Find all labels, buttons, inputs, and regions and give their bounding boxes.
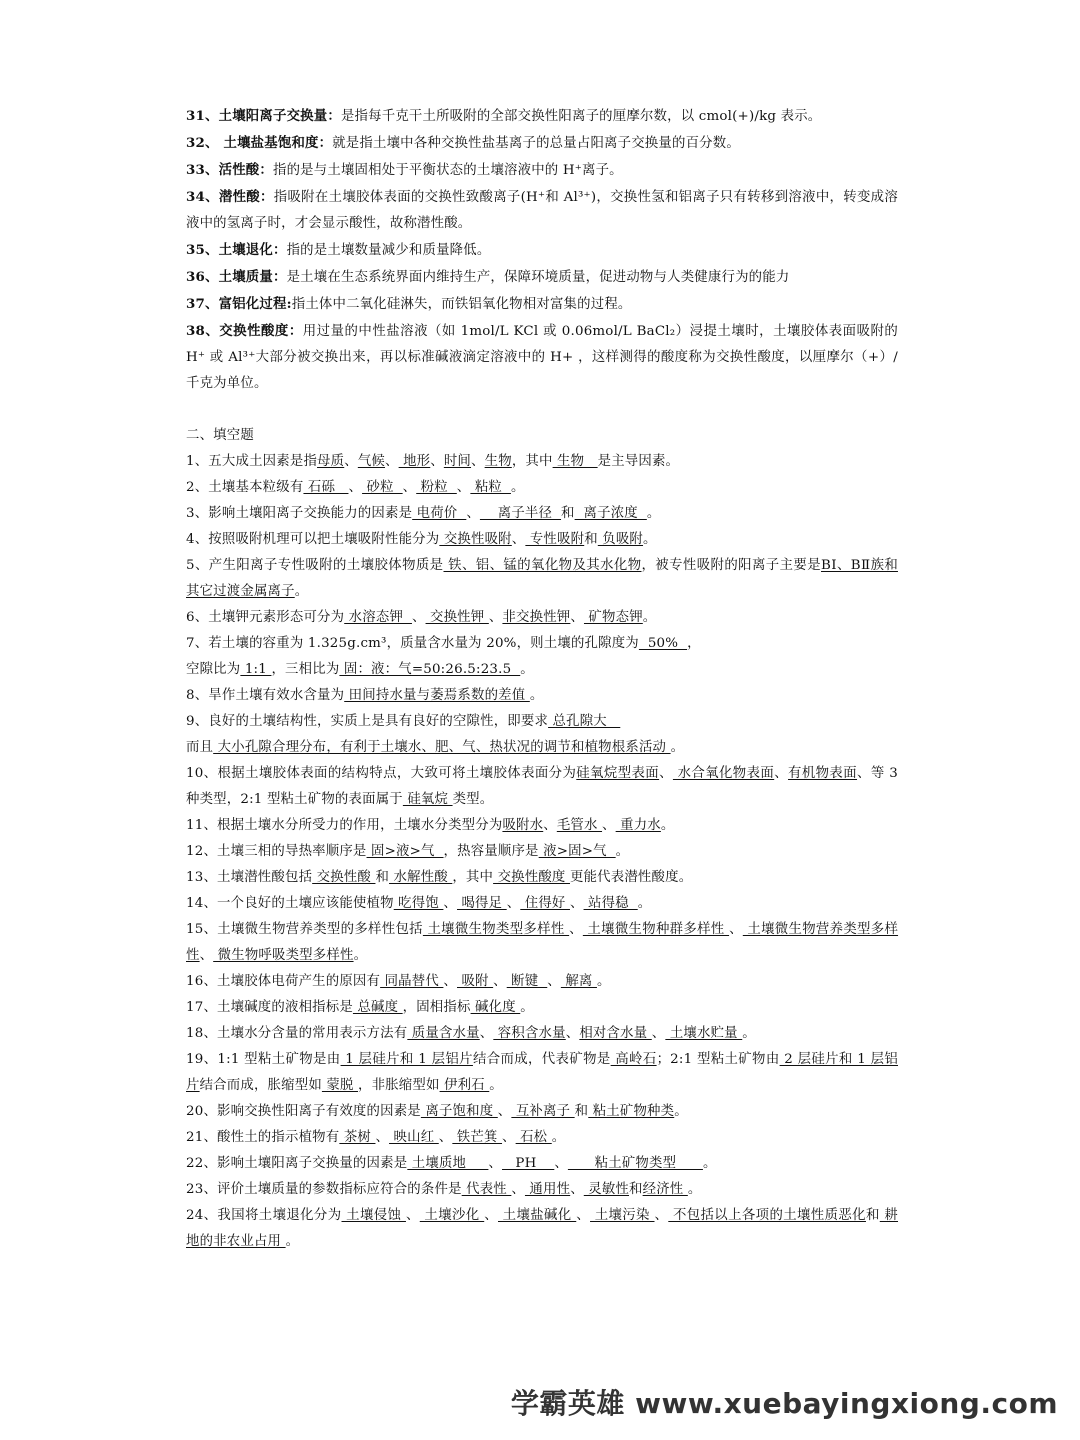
question-text: 。 xyxy=(742,1026,756,1041)
question-text: 、 xyxy=(466,506,480,521)
answer-blank: 高岭石 xyxy=(610,1052,657,1067)
definition-term: 37、富铝化过程: xyxy=(186,296,292,312)
answer-blank: BⅠ、BⅡ族和其它过渡金属离子 xyxy=(186,558,898,599)
answer-blank: 站得稳 xyxy=(583,896,638,911)
answer-blank: 相对含水量 xyxy=(579,1026,652,1041)
definition-term: 36、土壤质量： xyxy=(186,269,287,285)
watermark-text: 学霸英雄 www.xuebayingxiong.com xyxy=(510,1387,1058,1420)
answer-blank: 铁芒箕 xyxy=(452,1130,503,1145)
answer-blank: 石砾 xyxy=(303,480,349,495)
question-text: 更能代表潜性酸度。 xyxy=(569,870,693,885)
page-content xyxy=(186,103,903,1255)
fill-blank-item xyxy=(186,761,903,813)
answer-blank: 微生物呼吸类型多样性 xyxy=(213,948,354,963)
question-text: 。 xyxy=(520,1000,534,1015)
question-text: 11、根据土壤水分所受力的作用，土壤水分类型分为 xyxy=(186,818,503,833)
answer-blank: 经济性 xyxy=(642,1182,688,1197)
question-text: 13、土壤潜性酸包括 xyxy=(186,870,313,885)
question-text: 8、旱作土壤有效水含量为 xyxy=(186,688,345,703)
definition-item xyxy=(186,130,898,157)
question-text: ；2:1 型粘土矿物由 xyxy=(656,1052,780,1067)
question-text: ，非胀缩型如 xyxy=(358,1078,440,1093)
question-text: 、 xyxy=(570,610,584,625)
question-text: 空隙比为 xyxy=(186,662,241,677)
answer-blank: 住得好 xyxy=(520,896,570,911)
definition-text: 就是指土壤中各种交换性盐基离子的总量占阳离子交换量的百分数。 xyxy=(332,136,740,151)
fill-blank-item xyxy=(186,527,898,553)
definition-term: 38、交换性酸度： xyxy=(186,323,303,339)
question-text: 、 xyxy=(484,1208,498,1223)
definition-term: 31、土壤阳离子交换量： xyxy=(186,108,341,124)
question-text: 。 xyxy=(643,532,657,547)
answer-blank: 硅氧烷型表面 xyxy=(576,766,660,781)
answer-blank: 大小孔隙合理分布，有利于土壤水、肥、气、热状况的调节和植物根系活动 xyxy=(213,740,671,755)
question-text: 。 xyxy=(529,688,544,703)
answer-blank: 田间持水量与萎焉系数的差值 xyxy=(344,688,530,703)
answer-blank: PH xyxy=(502,1156,555,1171)
answer-blank: 交换性钾 xyxy=(425,610,489,625)
answer-blank: 碱化度 xyxy=(470,1000,521,1015)
question-text: 23、评价土壤质量的参数指标应符合的条件是 xyxy=(186,1182,462,1197)
answer-blank: 有机物表面 xyxy=(788,766,858,781)
answer-blank: 1 层硅片和 1 层铝片 xyxy=(340,1052,473,1067)
question-text: 21、酸性土的指示植物有 xyxy=(186,1130,340,1145)
question-text: ， xyxy=(687,636,701,651)
question-text: ，其中 xyxy=(452,870,494,885)
answer-blank: 粉粒 xyxy=(416,480,457,495)
answer-blank: 同晶替代 xyxy=(380,974,444,989)
question-text: 、 xyxy=(488,610,503,625)
answer-blank: 离子半径 xyxy=(479,506,562,521)
question-text: 结合而成，胀缩型如 xyxy=(199,1078,322,1093)
answer-blank: 映山红 xyxy=(389,1130,439,1145)
question-text: 20、影响交换性阳离子有效度的因素是 xyxy=(186,1104,421,1119)
answer-blank: 生物 xyxy=(552,454,598,469)
question-text: 、 xyxy=(497,1104,512,1119)
answer-blank: 砂粒 xyxy=(362,480,403,495)
question-text: 和 xyxy=(629,1182,643,1197)
question-text: 16、土壤胶体电荷产生的原因有 xyxy=(186,974,381,989)
definition-item xyxy=(186,318,898,397)
question-text: 24、我国将土壤退化分为 xyxy=(186,1208,342,1223)
answer-blank: 铁、铝、锰的氧化物及其水化物 xyxy=(443,558,642,573)
question-text: 、 xyxy=(493,974,507,989)
answer-blank: 不包括以上各项的土壤性质恶化 xyxy=(668,1208,866,1223)
answer-blank: 土壤水贮量 xyxy=(665,1026,743,1041)
answer-blank: 时间 xyxy=(443,454,472,469)
definition-text: 是土壤在生态系统界面内维持生产，保障环境质量，促进动物与人类健康行为的能力 xyxy=(286,270,790,285)
answer-blank: 蒙脱 xyxy=(321,1078,359,1093)
fill-blank-item xyxy=(186,995,898,1021)
answer-blank: 土壤微生物种群多样性 xyxy=(582,922,730,937)
question-text: 、 xyxy=(385,454,399,469)
question-text: 6、土壤钾元素形态可分为 xyxy=(186,610,345,625)
answer-blank: 粘土矿物种类 xyxy=(588,1104,675,1119)
question-text: 18、土壤水分含量的常用表示方法有 xyxy=(186,1026,408,1041)
answer-blank: 代表性 xyxy=(461,1182,512,1197)
question-text: 、 xyxy=(430,454,444,469)
fill-blank-item xyxy=(186,1125,898,1151)
answer-blank: 液>固>气 xyxy=(538,844,616,859)
question-text: ，热容量顺序是 xyxy=(443,844,539,859)
answer-blank: 矿物态钾 xyxy=(583,610,643,625)
question-text: 17、土壤碱度的液相指标是 xyxy=(186,1000,353,1015)
question-text: 、 xyxy=(569,922,583,937)
answer-blank: 总碱度 xyxy=(352,1000,403,1015)
question-text: 、 xyxy=(199,948,214,963)
answer-blank: 气候 xyxy=(357,454,386,469)
question-text: 、 xyxy=(659,766,673,781)
question-text: 、 xyxy=(570,1182,584,1197)
answer-blank: 1:1 xyxy=(240,662,272,677)
answer-blank: 粘土矿物类型 xyxy=(567,1156,703,1171)
question-text: 。 xyxy=(615,844,630,859)
question-text: 、 xyxy=(375,1130,390,1145)
answer-blank: 2 层硅片和 1 层铝片 xyxy=(186,1052,899,1093)
fill-blank-item xyxy=(186,683,898,709)
question-text: 、 xyxy=(438,1130,453,1145)
answer-blank: 固：液：气=50:26.5:23.5 xyxy=(339,662,521,677)
answer-blank: 专性吸附 xyxy=(525,532,585,547)
question-text: 5、产生阳离子专性吸附的土壤胶体物质是 xyxy=(186,558,444,573)
question-text: 。 xyxy=(637,896,652,911)
answer-blank: 吃得饱 xyxy=(393,896,444,911)
answer-blank: 总孔隙大 xyxy=(548,714,621,729)
definition-text: 指的是土壤数量减少和质量降低。 xyxy=(286,243,491,258)
answer-blank: 离子饱和度 xyxy=(420,1104,498,1119)
question-text: 、 xyxy=(651,1026,666,1041)
answer-blank: 负吸附 xyxy=(597,532,644,547)
fill-blank-item xyxy=(186,1021,898,1047)
question-text: 和 xyxy=(584,532,598,547)
question-text: 和 xyxy=(865,1208,880,1223)
question-text: 、 xyxy=(543,818,557,833)
question-text: 。 xyxy=(674,1104,688,1119)
question-text: 12、土壤三相的导热率顺序是 xyxy=(186,844,367,859)
definition-term: 34、潜性酸： xyxy=(186,189,274,205)
answer-blank: 土壤微生物营养类型多样性 xyxy=(186,922,899,963)
question-text: 类型。 xyxy=(452,792,494,807)
question-text: 。 xyxy=(520,662,534,677)
answer-blank: 茶树 xyxy=(339,1130,376,1145)
question-text: 结合而成，代表矿物是 xyxy=(472,1052,611,1067)
fill-blank-item xyxy=(186,891,898,917)
answer-blank: 硅氧烷 xyxy=(402,792,453,807)
question-text: 、 xyxy=(471,454,485,469)
answer-blank: 非交换性钾 xyxy=(502,610,571,625)
definition-item xyxy=(186,291,898,318)
question-text: 。 xyxy=(489,1078,503,1093)
fill-blank-item xyxy=(186,917,898,969)
question-text: 9、良好的土壤结构性，实质上是具有良好的空隙性，即要求 xyxy=(186,714,549,729)
answer-blank: 粘粒 xyxy=(470,480,511,495)
answer-blank: 喝得足 xyxy=(457,896,507,911)
answer-blank: 通用性 xyxy=(524,1182,571,1197)
question-text: 、 xyxy=(348,480,363,495)
answer-blank: 重力水 xyxy=(615,818,661,833)
question-text: ，三相比为 xyxy=(271,662,340,677)
answer-blank: 母质 xyxy=(317,454,345,469)
question-text: 、 xyxy=(506,896,521,911)
definition-item xyxy=(186,157,898,184)
question-text: 、 xyxy=(405,1208,420,1223)
answer-blank: 交换性酸度 xyxy=(493,870,570,885)
question-text: ，其中 xyxy=(511,454,553,469)
question-text: 、 xyxy=(569,896,584,911)
question-text: 。 xyxy=(294,584,309,599)
fill-blank-item xyxy=(186,865,898,891)
fill-blank-item xyxy=(186,813,898,839)
question-text: 。 xyxy=(353,948,368,963)
answer-blank: 土壤侵蚀 xyxy=(341,1208,406,1223)
answer-blank: 水合氧化物表面 xyxy=(672,766,775,781)
definition-text: 指的是与土壤固相处于平衡状态的土壤溶液中的 H⁺离子。 xyxy=(273,163,623,178)
question-text: 、 xyxy=(729,922,743,937)
question-text: 、 xyxy=(344,454,358,469)
answer-blank: 地形 xyxy=(398,454,431,469)
answer-blank: 容积含水量 xyxy=(493,1026,566,1041)
question-text: 。 xyxy=(670,740,685,755)
question-text: 、 xyxy=(443,974,457,989)
question-text: 是主导因素。 xyxy=(597,454,680,469)
fill-blank-item xyxy=(186,605,898,631)
definition-term: 35、土壤退化： xyxy=(186,242,287,258)
question-text: 。 xyxy=(642,610,657,625)
question-text: 22、影响土壤阳离子交换量的因素是 xyxy=(186,1156,408,1171)
definition-item xyxy=(186,237,898,264)
question-text: 、 xyxy=(511,532,526,547)
fill-blank-item xyxy=(186,1151,898,1177)
fill-blank-section xyxy=(186,423,903,1255)
question-text: 、 xyxy=(654,1208,669,1223)
question-text: 7、若土壤的容重为 1.325g.cm³，质量含水量为 20%，则土壤的孔隙度为 xyxy=(186,636,639,651)
question-text: 4、按照吸附机理可以把土壤吸附性能分为 xyxy=(186,532,440,547)
fill-blank-item xyxy=(186,1047,898,1099)
question-text: 、等 3 种类型，2:1 型粘土矿物的表面属于 xyxy=(186,766,903,807)
answer-blank: 离子浓度 xyxy=(574,506,647,521)
question-text: 、 xyxy=(402,480,417,495)
question-text: 和 xyxy=(561,506,575,521)
definition-item xyxy=(186,264,898,291)
question-text: 2、土壤基本粒级有 xyxy=(186,480,304,495)
answer-blank: 毛管水 xyxy=(556,818,603,833)
question-text: 、 xyxy=(502,1130,516,1145)
answer-blank: 耕地的非农业占用 xyxy=(186,1208,899,1249)
answer-blank: 伊利石 xyxy=(439,1078,490,1093)
question-text: 、 xyxy=(547,974,561,989)
answer-blank: 灵敏性 xyxy=(583,1182,630,1197)
definition-text: 是指每千克干土所吸附的全部交换性阳离子的厘摩尔数，以 cmol(+)/kg 表示。 xyxy=(340,109,822,124)
question-text: 10、根据土壤胶体表面的结构特点，大致可将土壤胶体表面分为 xyxy=(186,766,577,781)
question-text: 而且 xyxy=(186,740,214,755)
fill-blank-item xyxy=(186,475,898,501)
question-text: ，固相指标 xyxy=(402,1000,471,1015)
fill-blank-item xyxy=(186,449,898,475)
question-text: 、 xyxy=(554,1156,568,1171)
answer-blank: 土壤微生物类型多样性 xyxy=(422,922,570,937)
answer-blank: 生物 xyxy=(484,454,512,469)
question-text: 、 xyxy=(565,1026,580,1041)
question-text: 和 xyxy=(375,870,390,885)
definition-term: 33、活性酸： xyxy=(186,162,273,178)
definition-item xyxy=(186,103,898,130)
question-text: 3、影响土壤阳离子交换能力的因素是 xyxy=(186,506,413,521)
question-text: 和 xyxy=(574,1104,589,1119)
answer-blank: 土壤沙化 xyxy=(419,1208,485,1223)
fill-blank-item xyxy=(186,839,898,865)
fill-blank-item xyxy=(186,1099,898,1125)
fill-blank-item xyxy=(186,1177,898,1203)
question-text: 、 xyxy=(576,1208,591,1223)
fill-blank-item xyxy=(186,969,898,995)
fill-blank-list xyxy=(186,449,903,1255)
answer-blank: 固>液>气 xyxy=(366,844,444,859)
answer-blank: 石松 xyxy=(515,1130,552,1145)
question-text: 、 xyxy=(411,610,426,625)
question-text: 。 xyxy=(285,1234,300,1249)
definitions-list xyxy=(186,103,898,397)
question-text: 、 xyxy=(488,1156,503,1171)
question-text: 19、1:1 型粘土矿物是由 xyxy=(186,1052,341,1067)
section-title: 二、填空题 xyxy=(186,428,254,443)
question-text: 。 xyxy=(551,1130,566,1145)
question-text: ，被专性吸附的阳离子主要是 xyxy=(641,558,822,573)
question-text: 14、一个良好的土壤应该能使植物 xyxy=(186,896,394,911)
question-text: 。 xyxy=(660,818,675,833)
question-text: 、 xyxy=(602,818,616,833)
question-text: 。 xyxy=(510,480,525,495)
question-text: 。 xyxy=(646,506,661,521)
answer-blank: 吸附 xyxy=(457,974,494,989)
fill-blank-item xyxy=(186,501,898,527)
question-text: 。 xyxy=(596,974,611,989)
definition-text: 指土体中二氧化硅淋失，而铁铝氧化物相对富集的过程。 xyxy=(291,297,632,312)
answer-blank: 水解性酸 xyxy=(389,870,453,885)
answer-blank: 电荷价 xyxy=(412,506,467,521)
answer-blank: 互补离子 xyxy=(511,1104,575,1119)
answer-blank: 交换性酸 xyxy=(312,870,376,885)
answer-blank: 交换性吸附 xyxy=(439,532,512,547)
fill-blank-item xyxy=(186,709,898,761)
question-text: 、 xyxy=(479,1026,494,1041)
answer-blank: 质量含水量 xyxy=(407,1026,480,1041)
answer-blank: 土壤盐碱化 xyxy=(498,1208,577,1223)
answer-blank: 50% xyxy=(638,636,688,651)
question-text: 、 xyxy=(456,480,471,495)
question-text: 、 xyxy=(443,896,457,911)
question-text: 、 xyxy=(511,1182,525,1197)
answer-blank: 土壤污染 xyxy=(590,1208,655,1223)
fill-blank-item xyxy=(186,1203,898,1255)
question-text: 1、五大成土因素是指 xyxy=(186,454,318,469)
answer-blank: 吸附水 xyxy=(502,818,544,833)
fill-blank-item xyxy=(186,553,898,605)
answer-blank: 土壤质地 xyxy=(407,1156,489,1171)
definition-text: 用过量的中性盐溶液（如 1mol/L KCl 或 0.06mol/L BaCl₂）浸提土壤时，土壤胶体表面吸附的 H⁺ 或 Al³⁺大部分被交换出来，再以标准碱液滴定溶液中的 H+ ，这样测得的酸度称为交换性酸度，以厘摩尔（+）/千克为单位。 xyxy=(186,324,898,391)
definition-term: 32、 土壤盐基饱和度： xyxy=(186,135,333,151)
question-text: 、 xyxy=(774,766,789,781)
answer-blank: 水溶态钾 xyxy=(344,610,412,625)
question-text: 15、土壤微生物营养类型的多样性包括 xyxy=(186,922,423,937)
definition-text: 指吸附在土壤胶体表面的交换性致酸离子(H⁺和 Al³⁺)，交换性氢和铝离子只有转移到溶液中，转变成溶液中的氢离子时，才会显示酸性，故称潜性酸。 xyxy=(186,190,898,231)
fill-blank-item xyxy=(186,631,898,683)
answer-blank: 断键 xyxy=(506,974,548,989)
definition-item xyxy=(186,184,898,237)
question-text: 。 xyxy=(702,1156,717,1171)
answer-blank: 解离 xyxy=(560,974,597,989)
question-text: 。 xyxy=(687,1182,702,1197)
